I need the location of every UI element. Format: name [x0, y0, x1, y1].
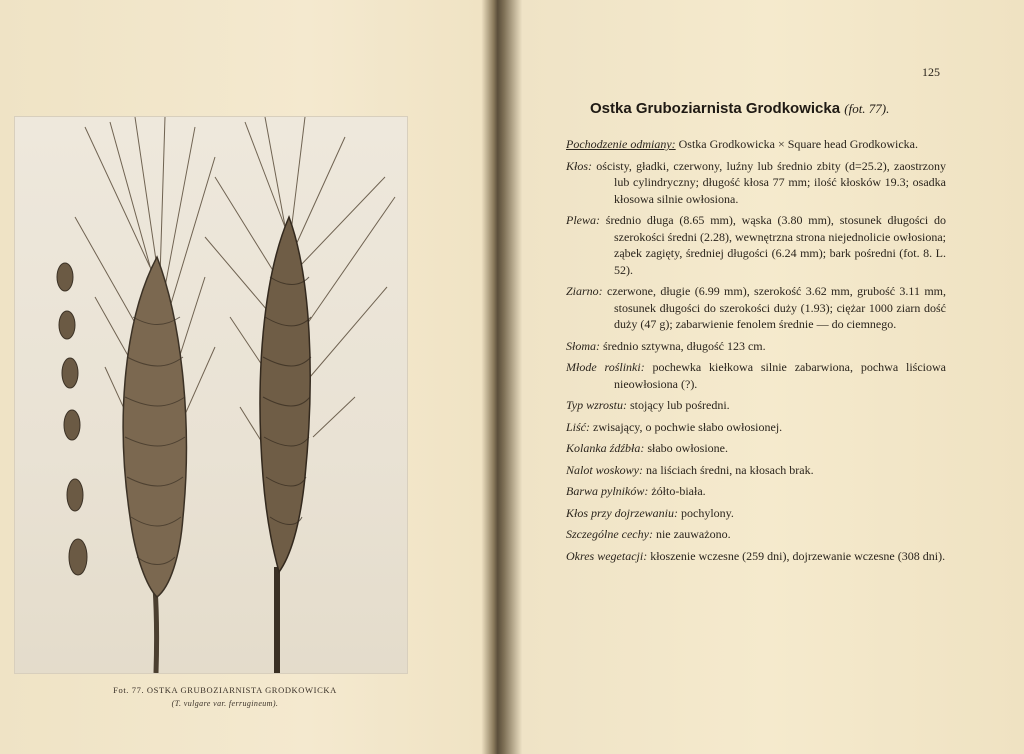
- grain-2: [59, 311, 75, 339]
- left-page: [0, 8, 490, 748]
- entry-barwa: [566, 483, 946, 500]
- grain-6: [69, 539, 87, 575]
- entry-text: stojący lub pośredni.: [627, 398, 730, 412]
- entry-label: Plewa:: [566, 213, 600, 227]
- entry-text: średnio sztywna, długość 123 cm.: [600, 338, 766, 353]
- entry-typ-wzrostu: [566, 397, 946, 414]
- entry-pochodzenie: [566, 136, 946, 153]
- entry-label: Kolanka źdźbła:: [566, 441, 645, 455]
- description-entries: [566, 136, 946, 569]
- entry-text: kłoszenie wczesne (259 dni), dojrzewanie wczesne (308 dni).: [647, 548, 946, 563]
- left-ear: [123, 257, 186, 597]
- entry-klos-dojrzewanie: [566, 505, 946, 522]
- entry-sloma: [566, 338, 946, 355]
- entry-label: Młode roślinki:: [566, 360, 645, 374]
- left-stem: [155, 587, 157, 673]
- entry-text: pochylony.: [678, 505, 734, 520]
- right-ear: [260, 217, 310, 572]
- entry-text: średnio długa (8.65 mm), wąska (3.80 mm), stosunek długości do szerokości średni (2.28), wewnętrzna strona niejednolicie owłosiona; ząbek zagięty, średniej długości (6.24 mm); bark pośredni (fot. 8. L. 52).: [600, 213, 946, 277]
- entry-text: czerwone, długie (6.99 mm), szerokość 3.62 mm, grubość 3.11 mm, stosunek długości do szerokości duży (1.93); ciężar 1000 ziarn dość duży (47 g); zabarwienie fenolem średnie — do ciemnego.: [602, 284, 946, 331]
- entry-text: Ostka Grodkowicka × Square head Grodkowicka.: [675, 137, 919, 151]
- grain-3: [62, 358, 78, 388]
- entry-text: pochewka kiełkowa silnie zabarwiona, pochwa liściowa nieowłosiona (?).: [614, 360, 946, 391]
- entry-label: Barwa pylników:: [566, 484, 649, 498]
- entry-label: Pochodzenie odmiany:: [566, 137, 676, 151]
- entry-label: Słoma:: [566, 338, 600, 353]
- entry-label: Szczególne cechy:: [566, 527, 653, 541]
- entry-label: Okres wegetacji:: [566, 548, 648, 563]
- entry-label: Liść:: [566, 419, 590, 434]
- entry-text: ościsty, gładki, czerwony, luźny lub średnio zbity (d=25.2), zaostrzony lub cylindryczny; długość kłosa 77 mm; ilość kłosków 19.3; osadka kłosowa silnie owłosiona.: [592, 158, 946, 206]
- variety-name: Ostka Gruboziarnista Grodkowicka: [590, 100, 841, 117]
- page-number: 125: [922, 65, 940, 79]
- grain-5: [67, 479, 83, 511]
- photo-caption: [40, 684, 410, 710]
- entry-text: zwisający, o pochwie słabo owłosionej.: [590, 419, 783, 434]
- entry-ziarno: [566, 283, 946, 333]
- wheat-ears-illustration: [15, 117, 407, 673]
- wheat-photo: [14, 116, 408, 674]
- entry-nalot: [566, 462, 946, 479]
- grain-4: [64, 410, 80, 440]
- page-title: [590, 100, 950, 117]
- entry-text: na liściach średni, na kłosach brak.: [643, 462, 814, 477]
- entry-mlode-roslinki: [566, 359, 946, 392]
- entry-label: Typ wzrostu:: [566, 398, 628, 412]
- entry-kolanka: [566, 440, 946, 457]
- photo-reference: (fot. 77).: [844, 101, 890, 116]
- entry-text: słabo owłosione.: [644, 441, 729, 455]
- grain-1: [57, 263, 73, 291]
- caption-subtitle: (T. vulgare var. ferrugineum).: [171, 699, 279, 708]
- entry-okres: [566, 548, 946, 565]
- entry-cechy: [566, 526, 946, 543]
- entry-label: Kłos przy dojrzewaniu:: [566, 505, 679, 520]
- entry-label: Kłos:: [566, 158, 593, 173]
- entry-label: Nalot woskowy:: [566, 462, 643, 477]
- entry-label: Ziarno:: [566, 284, 603, 298]
- entry-lisc: [566, 419, 946, 436]
- entry-klos: [566, 158, 946, 208]
- entry-text: żółto-biała.: [648, 484, 706, 498]
- entry-plewa: [566, 212, 946, 278]
- caption-title: Fot. 77. OSTKA GRUBOZIARNISTA GRODKOWICKA: [113, 685, 337, 695]
- entry-text: nie zauważono.: [652, 527, 731, 541]
- right-page: [500, 8, 1020, 748]
